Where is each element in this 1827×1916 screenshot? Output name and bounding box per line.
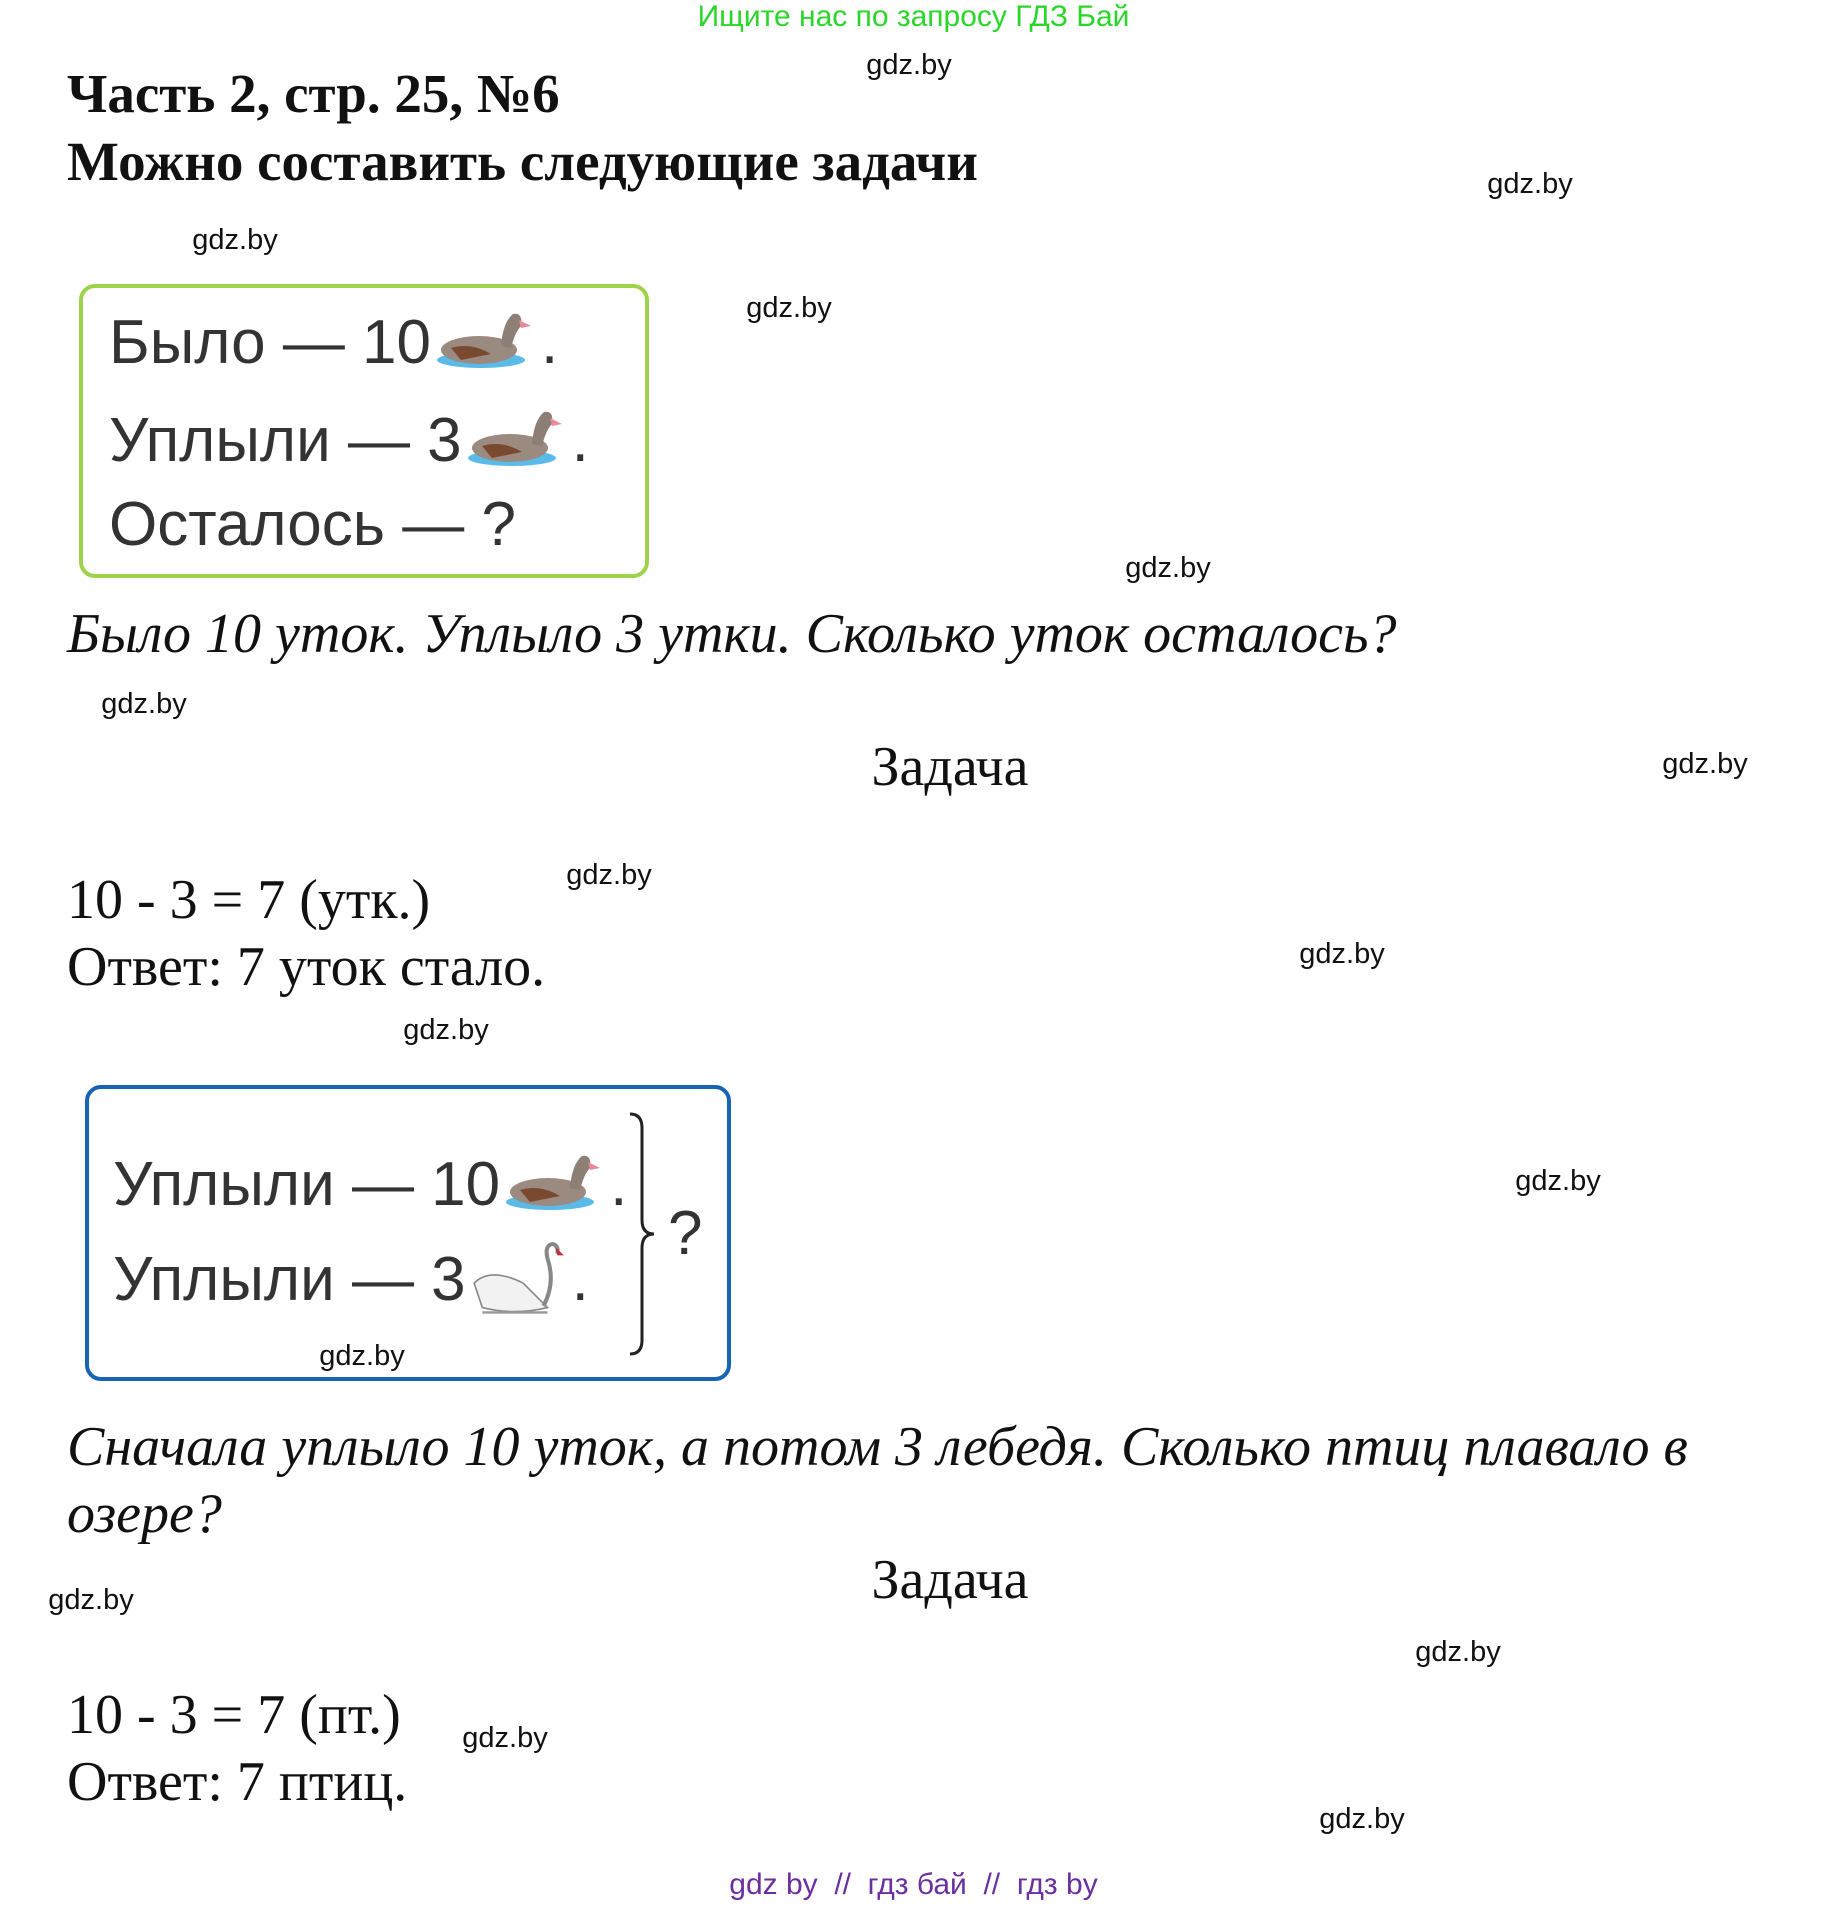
scheme-text: Было — 10 xyxy=(109,307,432,377)
dot: . xyxy=(571,405,589,475)
dot: . xyxy=(571,1244,589,1314)
dot: . xyxy=(541,307,559,377)
scheme-line-ducks xyxy=(113,1144,627,1224)
duck-icon xyxy=(462,400,572,480)
watermark: gdz.by xyxy=(192,224,278,256)
task1-label: Задача xyxy=(871,736,1029,798)
scheme-line-swans xyxy=(113,1234,589,1324)
scheme-text: Уплыли — 3 xyxy=(113,1244,466,1314)
task2-label: Задача xyxy=(871,1549,1029,1611)
question-mark: ? xyxy=(668,1199,703,1268)
task1-scheme-box xyxy=(79,284,649,578)
watermark: gdz.by xyxy=(462,1722,548,1754)
watermark: gdz.by xyxy=(1487,168,1573,200)
footer-links: gdz by // гдз бай // гдз by xyxy=(729,1868,1098,1901)
task2-problem-line1: Сначала уплыло 10 уток, а потом 3 лебедя. Сколько птиц плавало в xyxy=(67,1416,1688,1478)
watermark: gdz.by xyxy=(1415,1636,1501,1668)
scheme-line-left: Осталось — ? xyxy=(109,489,516,559)
watermark: gdz.by xyxy=(403,1014,489,1046)
scheme-text: Уплыли — 3 xyxy=(109,405,462,475)
task2-equation: 10 - 3 = 7 (пт.) xyxy=(67,1684,401,1746)
watermark: gdz.by xyxy=(1299,938,1385,970)
watermark: gdz.by xyxy=(1515,1165,1601,1197)
watermark: gdz.by xyxy=(319,1340,405,1372)
watermark: gdz.by xyxy=(866,49,952,81)
task2-answer: Ответ: 7 птиц. xyxy=(67,1751,408,1813)
duck-icon xyxy=(500,1144,610,1224)
watermark: gdz.by xyxy=(1319,1803,1405,1835)
task1-equation: 10 - 3 = 7 (утк.) xyxy=(67,869,431,931)
watermark: gdz.by xyxy=(101,688,187,720)
scheme-text: Уплыли — 10 xyxy=(113,1149,501,1219)
swan-icon xyxy=(466,1234,572,1324)
scheme-line-was xyxy=(109,302,558,382)
watermark: gdz.by xyxy=(1662,748,1748,780)
task1-problem: Было 10 уток. Уплыло 3 утки. Сколько уток осталось? xyxy=(67,603,1397,665)
dot: . xyxy=(610,1149,628,1219)
watermark: gdz.by xyxy=(1125,552,1211,584)
task1-answer: Ответ: 7 уток стало. xyxy=(67,936,546,998)
scheme-line-swam-away xyxy=(109,400,589,480)
watermark: gdz.by xyxy=(48,1584,134,1616)
curly-brace-icon xyxy=(628,1112,658,1356)
watermark: gdz.by xyxy=(746,292,832,324)
page-subtitle: Можно составить следующие задачи xyxy=(67,131,978,192)
page-title: Часть 2, стр. 25, №6 xyxy=(67,63,560,124)
search-banner: Ищите нас по запросу ГДЗ Бай xyxy=(697,0,1130,33)
task2-problem-line2: озере? xyxy=(67,1483,222,1545)
watermark: gdz.by xyxy=(566,859,652,891)
duck-icon xyxy=(431,302,541,382)
